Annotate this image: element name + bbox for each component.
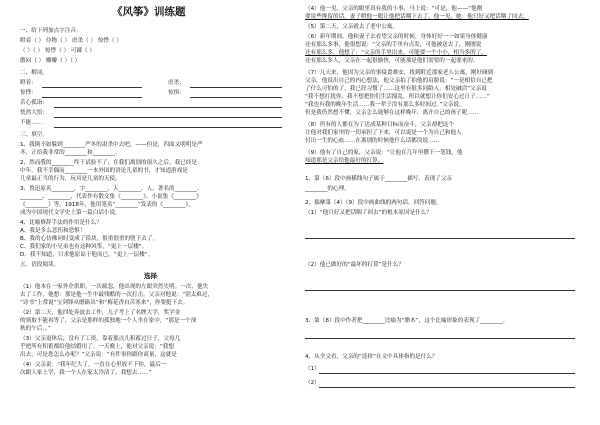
sec4-line4: 成为中国现代文学史上第一篇白话小说。 xyxy=(20,210,121,216)
answer-line xyxy=(54,117,282,118)
essay-p9a: （9）他有了自己的家，父亲说：“让他在几年里攒下一笔钱，他 xyxy=(305,150,463,156)
essay-p1c: “诗书”上常说“宝剑锋从磨砺出”和“梅花香自苦寒来”，你要挺下去。 xyxy=(20,300,189,306)
sec2-row1a: 瞪着： xyxy=(20,80,37,86)
essay-p6a: （6）新年期间，他和妻子去看望父亲的时候，身体好好一一如果身体健康 xyxy=(305,34,488,40)
essay-p7d: “我不想打扰你，我不想把你们生活搅乱，所以就想让你们安心过日子……” xyxy=(305,94,490,100)
essay-p9b: 知道那是父亲给他最好的打算。 xyxy=(305,158,384,164)
sec3-heading: 三、填空。 xyxy=(20,132,48,138)
answer-line xyxy=(319,387,575,388)
essay-p1a: （1）他本在一家外企供职，一次疏忽，他出现的左眼突然失明。一次，他失 xyxy=(20,284,209,290)
sec1-row3: 傲闷（ ） 瓣瓣（ ）（ ） xyxy=(20,58,81,64)
answer-line xyxy=(42,87,142,88)
essay-p3a: （3）父亲退休后，没有了工资，靠着那点儿积蓄过日子，父母几 xyxy=(20,336,181,342)
essay-p6b: 还有那么多事，他很想说：“父亲的手里有点发，可他被送去了，刚刚说 xyxy=(305,42,482,48)
essay-p7a: （7）几天来，他因为父亲的事寝食难安，找到附近那家老人公寓，刚好碰到 xyxy=(305,70,494,76)
essay-p4-cont-b: 要说些挽留的话，妻子瞪他一眼让他把话咽下去了。他一见，她：他只好又把话咽了回去。 xyxy=(305,14,529,20)
essay-p7c: 了什么可怕的了，我已经习惯了……这里有很多同龄人，相处融洽”父亲说 xyxy=(305,86,487,92)
question-4-answer-1: （1） xyxy=(305,366,320,372)
answer-line xyxy=(54,127,282,128)
sec2-heading: 二、解词。 xyxy=(20,70,48,76)
answer-line xyxy=(305,338,575,339)
answer-line xyxy=(305,290,575,291)
answer-line xyxy=(54,107,282,108)
essay-p6d: 还有那么多人，父亲在一起很愉快，可能那是他们需要的一起要来的。 xyxy=(305,58,479,64)
question-1-line-b: ________的心理。 xyxy=(305,186,350,192)
sec5-option-c: C、我们家的小兄弟也有这种风筝。“更上一层楼”。 xyxy=(20,244,148,250)
essay-p1b: 去了工作，他想：那是他一生中最残酷的一次打击。父亲对他说：“别太难过， xyxy=(20,292,214,298)
essay-p3b: 乎把所有积蓄都给他结婚用了。一天晚上，他对父亲说：“我想 xyxy=(20,344,174,350)
question-4-answer-2: （2） xyxy=(305,380,320,386)
sec3-p2b: 中年。我不幸偶而________一本外国的讲论儿童的书，才知道游戏是 xyxy=(20,168,188,174)
question-2-heading: 2、揣摩第（4）（9）段中画曲线的两句话，回答问题。 xyxy=(305,200,442,206)
sec4-line1: 3、鲁迅原名________，字________，人________，人。著名的________、 xyxy=(20,186,203,192)
essay-title: 选择 xyxy=(144,272,157,280)
essay-p6c: 还有那么多，他想了：“父亲的手里出来，可能要一个小小，相当多的了。 xyxy=(305,50,487,56)
sec3-p2a: 2、然而我的________终于试验不了，在我们离别的很久之后，我已经是 xyxy=(20,160,197,166)
answer-line xyxy=(305,238,575,239)
sec4-line2: ________、________，代表作有散文集《________》、小说集《________》 xyxy=(20,194,202,200)
essay-p2c: 秋的午后…” xyxy=(20,326,51,332)
sec2-row1b: 虐杀： xyxy=(168,80,185,86)
sec5-option-b: B、我的心仿佛同时变成了铅块，很重很重的堕下去了。 xyxy=(20,236,159,242)
sec6-heading: 五、语段阅读。 xyxy=(20,262,60,268)
question-3: 3、第（8）段中作者把________比喻为“腊木”，这个比喻形象的表现了________。 xyxy=(305,318,509,324)
sec1-row2: （ ）（ ） 惊悸（ ） 可鄙（ ） xyxy=(20,48,95,54)
essay-p7b: 父亲。他说出自己的内心想法，他父亲拍了拍他的肩膀说：“一是相信自己把 xyxy=(305,78,493,84)
essay-p4-cont-a: （4）他一见，父亲的眼里真有我的小事，马上说：“可是，他——”他刚 xyxy=(305,6,483,12)
sec4-line3: 《________》等。1918年，他用笔名“________”发表的《________》， xyxy=(20,202,194,208)
sec2-row2b: 惊惧： xyxy=(168,90,185,96)
essay-p5: （5）第二天，父亲就去了老中公寓。 xyxy=(305,24,399,30)
answer-line xyxy=(190,97,282,98)
sec1-heading: 一、给下列加点字注音。 xyxy=(20,28,82,34)
question-4: 4、从全文看，父亲的“选择”在文中具体指的是什么？ xyxy=(305,354,438,360)
sec5-heading: 4、比喻修辞手法的作用是什么？ xyxy=(20,220,102,226)
essay-p7e: “我也有我的晚年生活……我一辈子没有那么多时间过。”父亲说。 xyxy=(305,102,465,108)
essay-p2a: （2）第二天，他四处奔波去工作，儿子考上了名牌大学，奖学金 xyxy=(20,310,181,316)
sec2-row3: 苦心孤诣： xyxy=(20,100,48,106)
question-2-part1: （1）“他只好又把话咽了回去”的根本原因是什么？ xyxy=(305,210,432,216)
essay-p8a: （8）所有的人都在为了达成某种目标而奋斗，父亲却把这个 xyxy=(305,122,454,128)
answer-line xyxy=(42,97,142,98)
answer-line xyxy=(190,87,282,88)
essay-p4a: （4）父亲说：“我年纪大了，一直在心里放不下你，最后一 xyxy=(20,362,167,368)
essay-p8c: 付出一生的心血……在离别的时候他什么话都没说…… xyxy=(305,138,440,144)
sec3-p1b: 冬，正给我非常的________和________。 xyxy=(20,150,121,156)
sec1-row1: 瞪着（ ） 伶物（ ） 虐杀（ ） 惊悸（ ） xyxy=(20,38,122,44)
question-2-part2: （2）他已做好的“最坏的打算”是什么？ xyxy=(305,262,404,268)
sec3-p1a: 1、我倒不如躲到________严冬的肃杀中去吧，——但是，四面又明明是严 xyxy=(20,142,203,148)
sec5-option-d: D、我不知道，只求他原谅于他而已。“更上一层楼”。 xyxy=(20,252,154,258)
sec2-row2a: 惊悸： xyxy=(20,90,37,96)
sec2-row4: 恍然大悟： xyxy=(20,110,48,116)
sec5-option-a: A、我是多么悲伤和恐惧！ xyxy=(20,228,86,234)
essay-p2b: 的领取不能再等了，父亲是那样的孤独地一个人坐在家中，“那是一个深 xyxy=(20,318,197,324)
sec2-row5: 不能…… xyxy=(20,120,43,126)
answer-line xyxy=(319,373,575,374)
sec3-p2c: 儿童最正当的行为，玩具是儿童的天使。 xyxy=(20,176,121,182)
essay-p8b: 让他对我们家里的一切承担了下来，可以说是一个为自己和他人 xyxy=(305,130,462,136)
essay-p7f: 但是我仍然想不懂，父亲怎么能够在这样晚年，离开自己的孩子呢…… xyxy=(305,110,479,116)
essay-p3c: 出去，可是您怎么办呢？”父亲说：“有件事你跟你商量，这就是 xyxy=(20,352,177,358)
essay-p4b: 次跟人家上学，我一个人在家太冷清了，我想去……” xyxy=(20,370,152,376)
page-title: 《风筝》训练题 xyxy=(112,6,186,18)
question-1-line-a: 1、第（6）段中画横线句子属于________描写，表现了父亲 xyxy=(305,176,452,182)
